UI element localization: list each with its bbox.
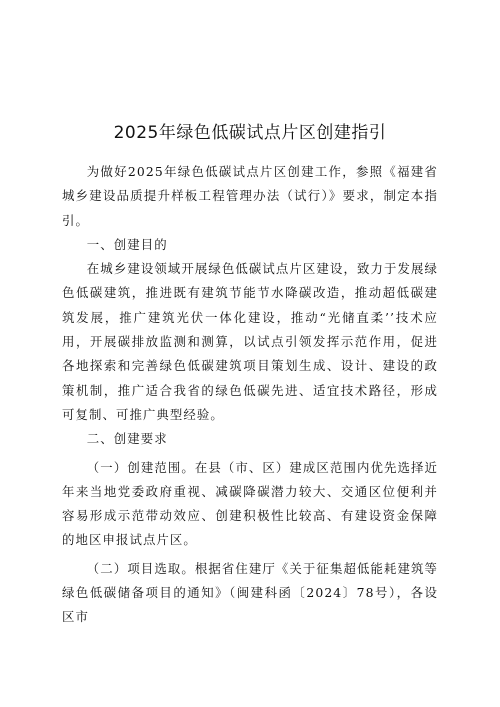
purpose-paragraph: 在城乡建设领域开展绿色低碳试点片区建设，致力于发展绿色低碳建筑，推进既有建筑节能节水降碳改造，推动超低碳建筑发展，推广建筑光伏一体化建设，推动“光储直柔’’技术应用，开展碳排放监测和测算，以试点引领发挥示范作用，促进各地探索和完善绿色低碳建筑项目策划生成、设计、建设的政策机制，推广适合我省的绿色低碳先进、适宜技术路径，形成可复制、可推广典型经验。 [62, 261, 438, 422]
section-heading-purpose: 一、创建目的 [86, 236, 168, 252]
requirement-scope-paragraph: （一）创建范围。在县（市、区）建成区范围内优先选择近年来当地党委政府重视、减碳降碳潜力较大、交通区位便利并容易形成示范带动效应、创建积极性比较高、有建设资金保障的地区申报试点片区。 [62, 459, 438, 548]
document-body [62, 160, 438, 630]
document-title: 2025年绿色低碳试点片区创建指引 [113, 123, 387, 143]
intro-paragraph: 为做好2025年绿色低碳试点片区创建工作，参照《福建省城乡建设品质提升样板工程管理办法（试行）》要求，制定本指引。 [62, 164, 438, 228]
requirement-project-paragraph: （二）项目选取。根据省住建厅《关于征集超低能耗建筑等绿色低碳储备项目的通知》（闽建科函〔2024〕78号），各设区市 [62, 560, 438, 625]
section-heading-requirements: 二、创建要求 [86, 431, 168, 447]
